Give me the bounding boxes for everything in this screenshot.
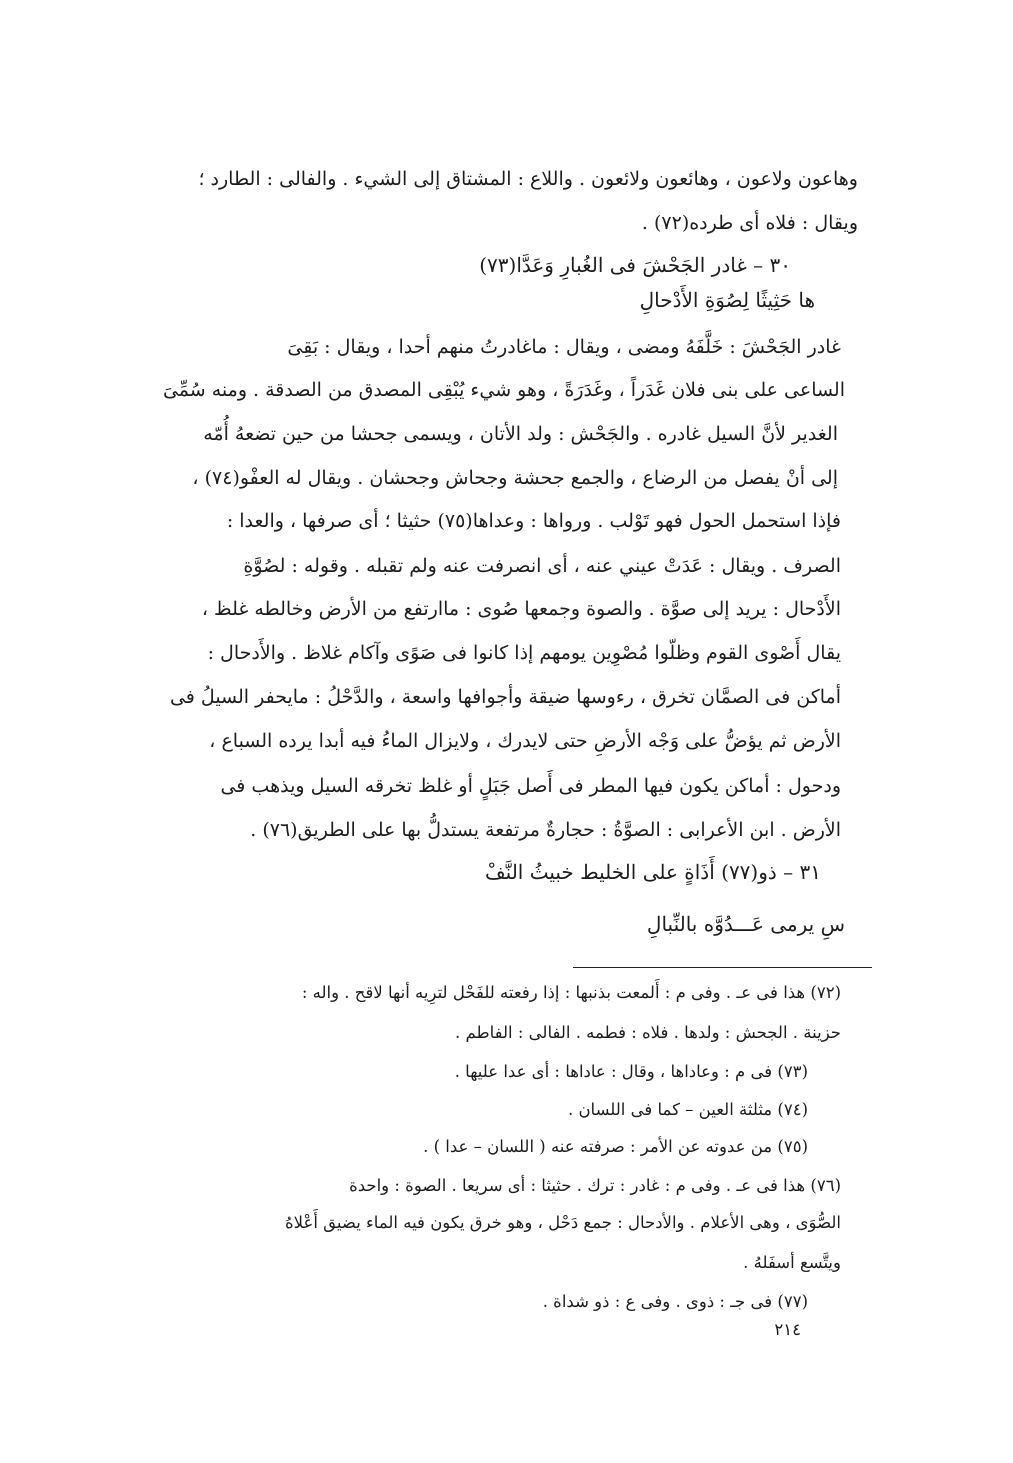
body-line: الغدير لأنَّ السيل غادره . والجَحْش : ولد الأتان ، ويسمى جحشا من حين تضعهُ أُمّه bbox=[203, 423, 838, 445]
body-line: يقال أَصْوى القوم وظلّوا مُصْوِين يومهم إذا كانوا فى صَوًى وآكام غلاظ . والأَدحال : bbox=[207, 642, 841, 664]
body-line: الأَدْحال : يريد إلى صوَّة . والصوة وجمعها صُوى : ماارتفع من الأرض وخالطه غلظ ، bbox=[201, 598, 841, 620]
footnote-line: الصُّوَى ، وهى الأعلام . والأدحال : جمع دَحْل ، وهو خرق يكون فيه الماء يضيق أَعْلاهُ bbox=[285, 1213, 841, 1232]
body-line: أماكن فى الصمَّان تخرق ، رءوسها ضيقة وأجوافها واسعة ، والدَّحْلُ : مايحفر السيلُ فى bbox=[169, 686, 841, 708]
footnote-line: (٧٣) فى م : وعاداها ، وقال : عاداها : أى عدا عليها . bbox=[454, 1062, 808, 1081]
body-line: إلى أنْ يفصل من الرضاع ، والجمع جحشة وجحاش وجحشان . ويقال له العفْو(٧٤) ، bbox=[192, 467, 838, 489]
body-line: فإذا استحمل الحول فهو تَوْلب . ورواها : وعداها(٧٥) حثيثا ؛ أى صرفها ، والعدا : bbox=[226, 510, 841, 532]
body-line: ويقال : فلاه أى طرده(٧٢) . bbox=[641, 212, 858, 234]
body-line: ودحول : أماكن يكون فيها المطر فى أَصل جَبَلٍ أو غلظ تخرقه السيل ويذهب فى bbox=[220, 775, 841, 797]
footnote-line: (٧٢) هذا فى عـ . وفى م : أَلمعت بذنبها : إذا رفعته للفَحْل لترِيه أنها لاقح . واله : bbox=[301, 983, 841, 1002]
footnote-separator bbox=[573, 967, 872, 968]
verse-line: سِ يرمى عَـــدُوَّه بالنِّبالِ bbox=[646, 912, 845, 936]
body-line: وهاعون ولاعون ، وهائعون ولائعون . واللاع : المشتاق إلى الشيء . والفالى : الطارد ؛ bbox=[198, 168, 858, 190]
body-line: الأرض . ابن الأعرابى : الصوَّةُ : حجارةٌ مرتفعة يستدلُّ بها على الطريق(٧٦) . bbox=[250, 819, 841, 841]
footnote-line: (٧٦) هذا فى عـ . وفى م : غادر : ترك . حثيثا : أى سريعا . الصوة : واحدة bbox=[349, 1176, 841, 1195]
page-number: ٢١٤ bbox=[774, 1320, 801, 1339]
footnote-line: حزينة . الجحش : ولدها . فلاه : فطمه . الفالى : الفاطم . bbox=[455, 1023, 841, 1042]
body-line: الصرف . ويقال : عَدَتْ عيني عنه ، أى انصرفت عنه ولم تقبله . وقوله : لصُوَّةِ bbox=[243, 555, 841, 577]
body-line: الساعى على بنى فلان غَدَراً ، وغَدَرَةً ، وهو شيء يُبْقِى المصدق من الصدقة . ومنه سُمِّىَ bbox=[162, 379, 845, 401]
footnote-line: (٧٧) فى جـ : ذوى . وفى ع : ذو شداة . bbox=[542, 1292, 808, 1311]
footnote-line: (٧٤) مثلثة العين – كما فى اللسان . bbox=[567, 1100, 808, 1119]
verse-line: ها حَثِيثًا لِصُوَةِ الأَدْحالِ bbox=[639, 288, 815, 312]
footnote-line: ويتَّسع أسفَلهُ . bbox=[743, 1253, 841, 1272]
body-line: الأرض ثم يؤضُّ على وَجْه الأرضِ حتى لايدرك ، ولايزال الماءُ فيه أبدا يرده السباع ، bbox=[209, 730, 841, 752]
body-line: غادر الجَحْشَ : خَلَّفَهُ ومضى ، ويقال : ماغادرتُ منهم أحدا ، ويقال : بَقِىَ bbox=[287, 336, 841, 358]
verse-line: ٣٠ – غادر الجَحْشَ فى الغُبارِ وَعَدَّا(٧٣) bbox=[479, 253, 791, 277]
verse-line: ٣١ – ذو(٧٧) أَذَاةٍ على الخليط خبيثُ النَّفْ bbox=[484, 860, 821, 884]
footnote-line: (٧٥) من عدوته عن الأمر : صرفته عنه ( اللسان – عدا ) . bbox=[423, 1137, 808, 1156]
